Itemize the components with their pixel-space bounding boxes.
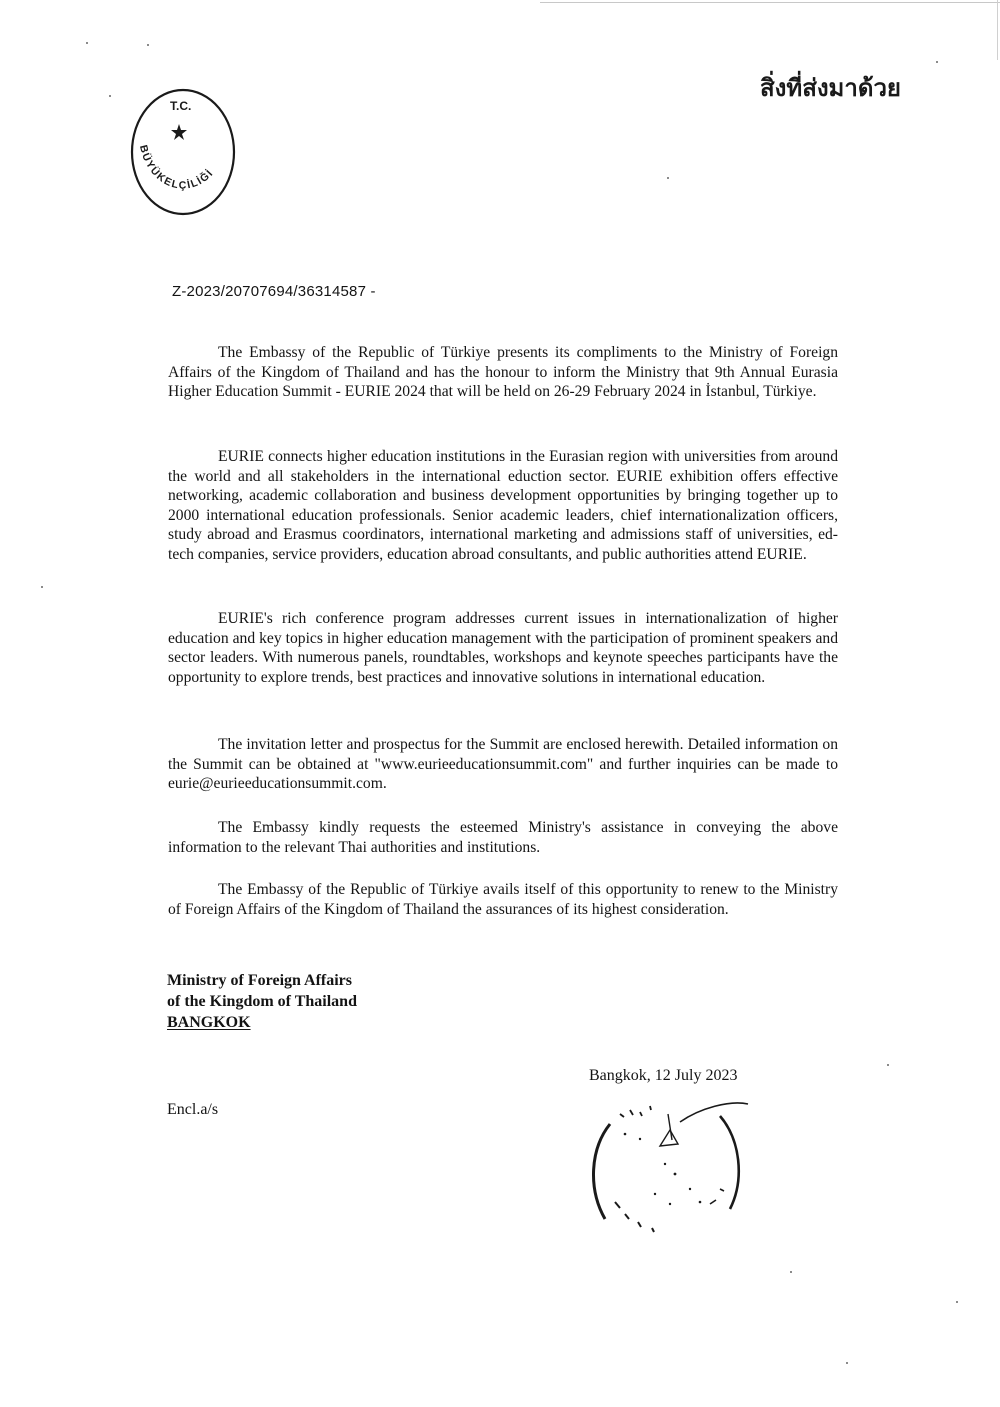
scan-speck xyxy=(109,95,111,97)
svg-text:BÜYÜKELÇİLİĞİ xyxy=(137,144,216,192)
enclosure-note: Encl.a/s xyxy=(167,1101,219,1118)
scan-edge-top xyxy=(540,2,1000,3)
scan-speck xyxy=(147,44,149,46)
paragraph-eurie-overview: EURIE connects higher education institutions in the Eurasian region with universities from around the world and all stakeholders in the international eduction sector. EURIE exhibition offers effective networking, academic collaboration and business development opportunities by bringing together up to 2000 international education professionals. Senior academic leaders, chief internationalization officers, study abroad and Erasmus coordinators, international marketing and admissions staff of universities, ed-tech companies, service providers, education abroad consultants, and public authorities attend EURIE. xyxy=(168,448,838,563)
reference-number: Z-2023/20707694/36314587 - xyxy=(172,283,376,300)
place-date: Bangkok, 12 July 2023 xyxy=(589,1067,738,1084)
scan-speck xyxy=(41,586,43,588)
paragraph-request: The Embassy kindly requests the esteemed Ministry's assistance in conveying the above information to the relevant Thai authorities and institutions. xyxy=(168,819,838,856)
addressee-city: BANGKOK xyxy=(167,1014,251,1031)
embassy-seal-icon xyxy=(128,86,238,218)
paragraph-closing: The Embassy of the Republic of Türkiye avails itself of this opportunity to renew to the Ministry of Foreign Affairs of the Kingdom of Thailand the assurances of its highest consideration. xyxy=(168,881,838,918)
paragraph-intro: The Embassy of the Republic of Türkiye presents its compliments to the Ministry of Foreign Affairs of the Kingdom of Thailand and has the honour to inform the Ministry that 9th Annual Eurasia Higher Education Summit - EURIE 2024 that will be held on 26-29 February 2024 in İstanbul, Türkiye. xyxy=(168,344,838,400)
scan-speck xyxy=(936,61,938,63)
scan-speck xyxy=(887,1064,889,1066)
scan-speck xyxy=(86,42,88,44)
seal-ring-text: BÜYÜKELÇİLİĞİ xyxy=(136,143,217,192)
addressee-block xyxy=(167,970,357,1033)
signature-stamp-icon xyxy=(580,1094,755,1249)
addressee-line-1: Ministry of Foreign Affairs xyxy=(167,972,353,989)
scan-speck xyxy=(667,177,669,179)
paragraph-conference-program: EURIE's rich conference program addresses current issues in internationalization of higher education and key topics in higher education management with the participation of prominent speakers and sector leaders. With numerous panels, roundtables, workshops and keynote speeches participants have the opportunity to explore trends, best practices and innovative solutions in international education. xyxy=(168,610,838,686)
scan-speck xyxy=(790,1271,792,1273)
thai-enclosure-stamp: สิ่งที่ส่งมาด้วย xyxy=(760,74,901,102)
paragraph-invitation-details: The invitation letter and prospectus for the Summit are enclosed herewith. Detailed information on the Summit can be obtained at "www.eurieeducationsummit.com" and further inquiries can be made to eurie@eurieeducationsummit.com. xyxy=(168,736,838,792)
scan-speck xyxy=(956,1301,958,1303)
svg-text:T.C.: T.C. xyxy=(170,99,192,113)
addressee-line-2: of the Kingdom of Thailand xyxy=(167,993,357,1010)
scan-edge-right xyxy=(997,0,998,60)
scan-speck xyxy=(846,1362,848,1364)
